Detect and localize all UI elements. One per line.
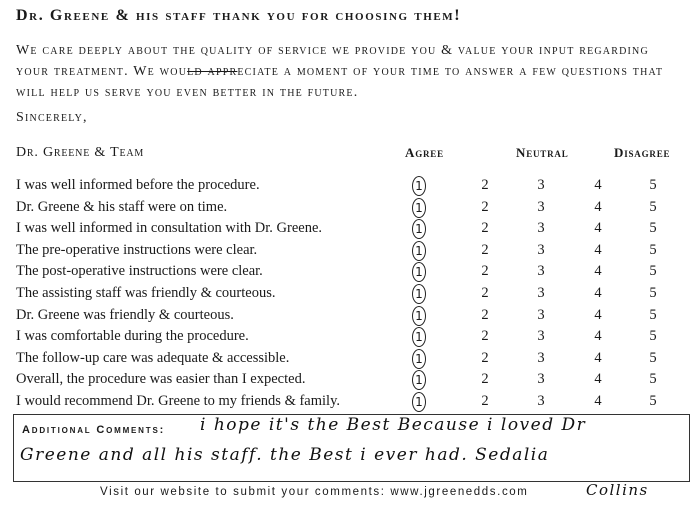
question-text: The assisting staff was friendly & courteous.	[16, 285, 276, 301]
rating-option[interactable]: 2	[481, 371, 489, 388]
question-text: I was comfortable during the procedure.	[16, 328, 249, 345]
selected-rating-circle[interactable]: 1	[412, 392, 426, 412]
intro-struck-text: ld appr	[187, 64, 238, 79]
rating-option[interactable]: 3	[537, 198, 545, 215]
rating-option[interactable]: 2	[481, 306, 489, 323]
intro-text-start: We care deeply about the quality of service we provide you & value your input regarding your treatment. We wou	[16, 43, 649, 79]
table-row	[0, 307, 700, 329]
rating-option[interactable]: 2	[481, 220, 489, 237]
rating-option[interactable]: 2	[481, 198, 489, 215]
rating-option[interactable]: 5	[649, 393, 657, 409]
selected-rating-circle[interactable]: 1	[412, 306, 426, 326]
table-row	[0, 285, 700, 307]
handwritten-comment-line-3: Collins	[586, 481, 649, 499]
rating-option[interactable]: 3	[537, 328, 545, 345]
signature-text: Dr. Greene & Team	[16, 145, 145, 160]
scale-neutral-header: Neutral	[516, 145, 569, 160]
rating-option[interactable]: 5	[649, 285, 657, 301]
question-text: I was well informed in consultation with Dr. Greene.	[16, 220, 323, 237]
rating-option[interactable]: 4	[594, 241, 602, 258]
selected-rating-circle[interactable]: 1	[412, 219, 426, 239]
question-text: I was well informed before the procedure.	[16, 177, 260, 193]
table-row	[0, 220, 700, 242]
rating-option[interactable]: 3	[537, 220, 545, 237]
rating-option[interactable]: 3	[537, 393, 545, 409]
rating-option[interactable]: 2	[481, 349, 489, 366]
rating-option[interactable]: 4	[594, 349, 602, 366]
rating-option[interactable]: 5	[649, 371, 657, 388]
rating-option[interactable]: 3	[537, 263, 545, 280]
rating-option[interactable]: 2	[481, 285, 489, 301]
selected-rating-circle[interactable]: 1	[412, 262, 426, 282]
selected-rating-circle[interactable]: 1	[412, 284, 426, 304]
rating-option[interactable]: 4	[594, 177, 602, 193]
question-text: Overall, the procedure was easier than I expected.	[16, 371, 306, 388]
scale-disagree-header: Disagree	[614, 145, 671, 160]
selected-rating-circle[interactable]: 1	[412, 176, 426, 196]
rating-option[interactable]: 4	[594, 306, 602, 323]
question-text: The pre-operative instructions were clear.	[16, 241, 258, 258]
selected-rating-circle[interactable]: 1	[412, 349, 426, 369]
rating-option[interactable]: 4	[594, 220, 602, 237]
rating-option[interactable]: 4	[594, 393, 602, 409]
table-row	[0, 393, 700, 415]
table-row	[0, 350, 700, 372]
comments-box[interactable]	[13, 414, 690, 482]
table-row	[0, 371, 700, 393]
question-text: The post-operative instructions were clear.	[16, 263, 263, 280]
table-row	[0, 177, 700, 199]
rating-option[interactable]: 4	[594, 198, 602, 215]
selected-rating-circle[interactable]: 1	[412, 370, 426, 390]
rating-option[interactable]: 5	[649, 263, 657, 280]
rating-option[interactable]: 3	[537, 241, 545, 258]
handwritten-comment-line-1: i hope it's the Best Because i loved Dr	[200, 415, 587, 435]
table-row	[0, 263, 700, 285]
rating-option[interactable]: 2	[481, 241, 489, 258]
rating-option[interactable]: 2	[481, 393, 489, 409]
rating-option[interactable]: 3	[537, 177, 545, 193]
website-footer: Visit our website to submit your comments: www.jgreenedds.com	[100, 486, 529, 498]
table-row	[0, 328, 700, 350]
rating-option[interactable]: 5	[649, 349, 657, 366]
survey-title: Dr. Greene & his staff thank you for choosing them!	[16, 7, 462, 24]
rating-option[interactable]: 3	[537, 306, 545, 323]
selected-rating-circle[interactable]: 1	[412, 241, 426, 261]
rating-option[interactable]: 3	[537, 285, 545, 301]
question-text: Dr. Greene was friendly & courteous.	[16, 306, 234, 323]
rating-option[interactable]: 2	[481, 177, 489, 193]
scale-agree-header: Agree	[405, 145, 444, 160]
comments-label: Additional Comments:	[22, 424, 166, 436]
question-text: The follow-up care was adequate & accessible.	[16, 349, 290, 366]
rating-option[interactable]: 5	[649, 198, 657, 215]
sincerely-text: Sincerely,	[16, 110, 88, 125]
rating-option[interactable]: 5	[649, 306, 657, 323]
rating-option[interactable]: 5	[649, 177, 657, 193]
rating-option[interactable]: 2	[481, 263, 489, 280]
rating-option[interactable]: 4	[594, 328, 602, 345]
rating-option[interactable]: 5	[649, 328, 657, 345]
rating-option[interactable]: 4	[594, 263, 602, 280]
handwritten-comment-line-2: Greene and all his staff. the Best i ever had. Sedalia	[20, 445, 550, 465]
rating-option[interactable]: 4	[594, 285, 602, 301]
question-text: Dr. Greene & his staff were on time.	[16, 198, 228, 215]
intro-text-end: eciate a moment of your time to answer a few questions that will help us serve you even better in the future.	[16, 64, 664, 100]
rating-option[interactable]: 5	[649, 241, 657, 258]
selected-rating-circle[interactable]: 1	[412, 327, 426, 347]
question-text: I would recommend Dr. Greene to my friends & family.	[16, 393, 341, 409]
rating-option[interactable]: 3	[537, 371, 545, 388]
rating-option[interactable]: 3	[537, 349, 545, 366]
rating-option[interactable]: 2	[481, 328, 489, 345]
selected-rating-circle[interactable]: 1	[412, 198, 426, 218]
table-row	[0, 242, 700, 264]
rating-option[interactable]: 4	[594, 371, 602, 388]
table-row	[0, 199, 700, 221]
rating-option[interactable]: 5	[649, 220, 657, 237]
